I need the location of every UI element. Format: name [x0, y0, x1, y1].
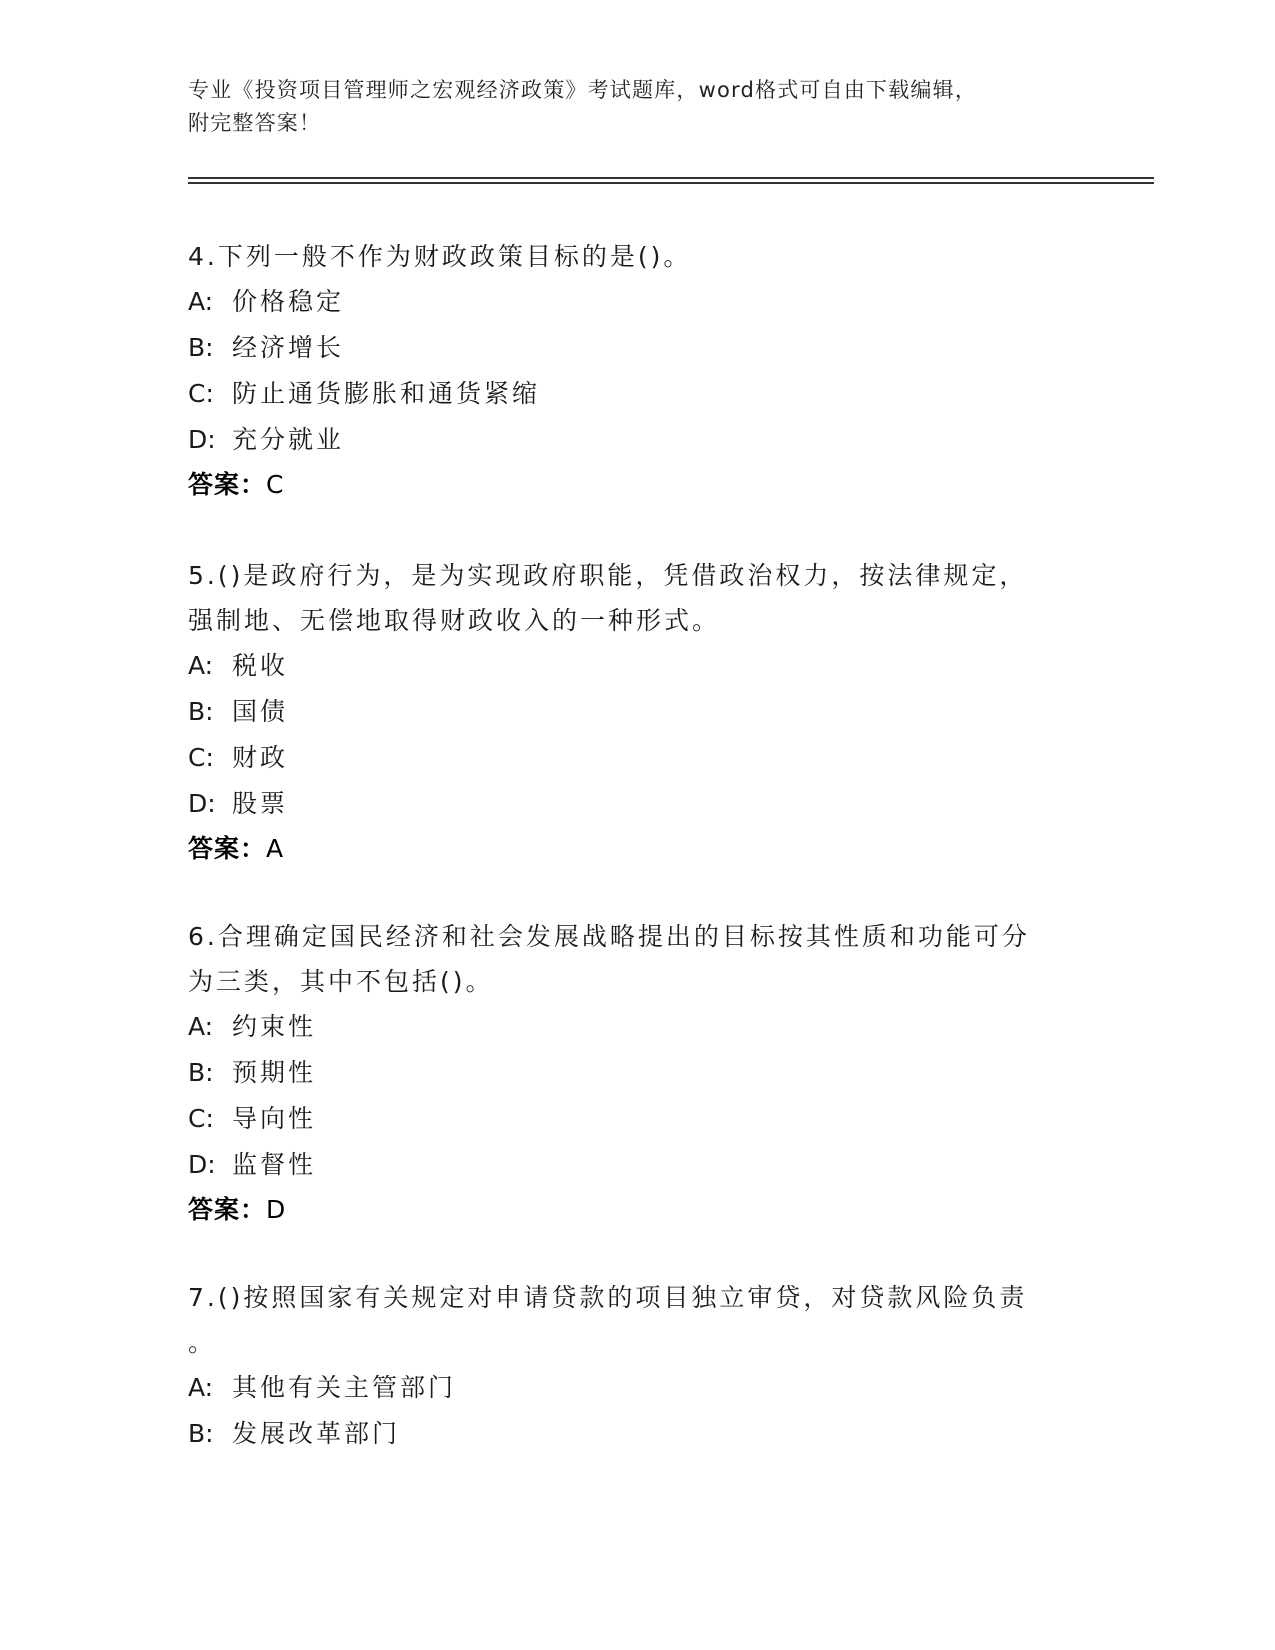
- question-stem: [188, 553, 1068, 643]
- stem-line: 为三类，其中不包括()。: [188, 967, 494, 996]
- option-letter: D:: [188, 789, 216, 818]
- option-c: [188, 1096, 1068, 1142]
- header-note: [188, 74, 1078, 140]
- header-line-1: 专业《投资项目管理师之宏观经济政策》考试题库，word格式可自由下载编辑，: [188, 78, 978, 102]
- option-text: 经济增长: [232, 333, 345, 362]
- option-letter: B:: [188, 333, 214, 362]
- answer-value: C: [266, 470, 285, 499]
- question-stem: [188, 234, 1068, 279]
- option-letter: A:: [188, 1373, 214, 1402]
- answer-value: A: [266, 834, 285, 863]
- option-b: [188, 325, 1068, 371]
- stem-line: 6.合理确定国民经济和社会发展战略提出的目标按其性质和功能可分: [188, 922, 1030, 951]
- answer-label: 答案：: [188, 1195, 267, 1224]
- option-letter: B:: [188, 1419, 214, 1448]
- option-text: 充分就业: [232, 425, 345, 454]
- question-7: [188, 1275, 1068, 1457]
- question-4: [188, 234, 1068, 507]
- header-divider-bottom: [188, 182, 1154, 184]
- option-a: [188, 1365, 1068, 1411]
- option-text: 价格稳定: [232, 287, 345, 316]
- option-b: [188, 1411, 1068, 1457]
- question-6: [188, 914, 1068, 1232]
- header-line-2: 附完整答案！: [188, 111, 322, 135]
- answer-line: [188, 1188, 1068, 1232]
- option-text: 国债: [232, 697, 289, 726]
- question-5: [188, 553, 1068, 871]
- option-letter: D:: [188, 1150, 216, 1179]
- question-stem: [188, 1275, 1068, 1365]
- option-c: [188, 371, 1068, 417]
- answer-label: 答案：: [188, 834, 267, 863]
- option-a: [188, 1004, 1068, 1050]
- option-text: 约束性: [232, 1012, 317, 1041]
- option-letter: B:: [188, 1058, 214, 1087]
- option-text: 发展改革部门: [232, 1419, 401, 1448]
- option-text: 防止通货膨胀和通货紧缩: [232, 379, 541, 408]
- option-text: 预期性: [232, 1058, 317, 1087]
- stem-line: 7.()按照国家有关规定对申请贷款的项目独立审贷，对贷款风险负责: [188, 1283, 1028, 1312]
- option-d: [188, 1142, 1068, 1188]
- answer-line: [188, 463, 1068, 507]
- answer-value: D: [266, 1195, 287, 1224]
- option-letter: B:: [188, 697, 214, 726]
- question-stem: [188, 914, 1068, 1004]
- header-divider-top: [188, 177, 1154, 179]
- stem-line: 4.下列一般不作为财政政策目标的是()。: [188, 242, 692, 271]
- option-a: [188, 279, 1068, 325]
- stem-line: 。: [188, 1328, 217, 1357]
- option-text: 股票: [232, 789, 289, 818]
- option-text: 监督性: [232, 1150, 317, 1179]
- option-letter: A:: [188, 651, 214, 680]
- option-b: [188, 1050, 1068, 1096]
- stem-line: 5.()是政府行为，是为实现政府职能，凭借政治权力，按法律规定，: [188, 561, 1028, 590]
- stem-line: 强制地、无偿地取得财政收入的一种形式。: [188, 606, 721, 635]
- answer-line: [188, 827, 1068, 871]
- answer-label: 答案：: [188, 470, 267, 499]
- option-d: [188, 781, 1068, 827]
- option-text: 税收: [232, 651, 289, 680]
- option-text: 财政: [232, 743, 289, 772]
- option-letter: D:: [188, 425, 216, 454]
- option-b: [188, 689, 1068, 735]
- option-c: [188, 735, 1068, 781]
- option-d: [188, 417, 1068, 463]
- option-text: 导向性: [232, 1104, 317, 1133]
- option-letter: C:: [188, 743, 214, 772]
- option-letter: A:: [188, 1012, 214, 1041]
- option-a: [188, 643, 1068, 689]
- option-letter: C:: [188, 379, 214, 408]
- option-letter: C:: [188, 1104, 214, 1133]
- option-text: 其他有关主管部门: [232, 1373, 457, 1402]
- option-letter: A:: [188, 287, 214, 316]
